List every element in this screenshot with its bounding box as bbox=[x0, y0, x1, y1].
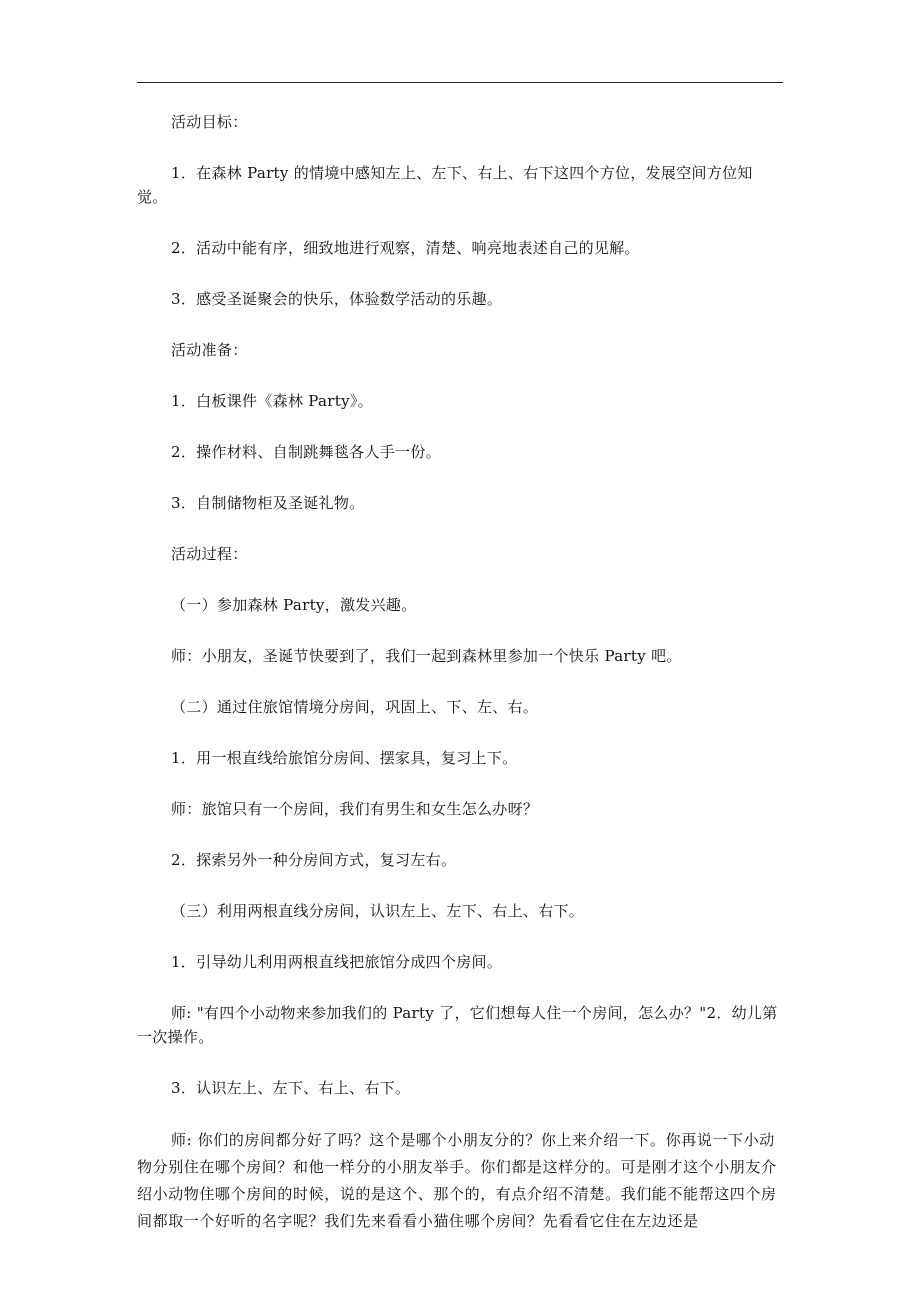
preparation-item-3: 3．自制储物柜及圣诞礼物。 bbox=[171, 494, 365, 512]
teacher-line-3: 师: "有四个小动物来参加我们的 Party 了，它们想每人住一个房间，怎么办？"2．幼儿第一次操作。 bbox=[137, 1004, 778, 1046]
process-section-3: （三）利用两根直线分房间，认识左上、左下、右上、右下。 bbox=[171, 902, 585, 920]
goal-item-2: 2．活动中能有序，细致地进行观察，清楚、响亮地表述自己的见解。 bbox=[171, 239, 640, 257]
goal-item-3: 3．感受圣诞聚会的快乐，体验数学活动的乐趣。 bbox=[171, 290, 503, 308]
heading-activity-process: 活动过程： bbox=[171, 545, 248, 563]
heading-activity-preparation: 活动准备： bbox=[171, 341, 248, 359]
process-step-3-1: 1．引导幼儿利用两根直线把旅馆分成四个房间。 bbox=[171, 953, 503, 971]
preparation-item-1: 1．白板课件《森林 Party》。 bbox=[171, 392, 373, 410]
teacher-line-2: 师：旅馆只有一个房间，我们有男生和女生怎么办呀？ bbox=[171, 800, 539, 818]
teacher-line-4: 师: 你们的房间都分好了吗？这个是哪个小朋友分的？你上来介绍一下。你再说一下小动物分别住在哪个房间？和他一样分的小朋友举手。你们都是这样分的。可是刚才这个小朋友介绍小动物住哪个房间的时候，说的是这个、那个的，有点介绍不清楚。我们能不能帮这四个房间都取一个好听的名字呢？我们先来看看小猫住哪个房间？先看看它住在左边还是 bbox=[137, 1131, 777, 1230]
preparation-item-2: 2．操作材料、自制跳舞毯各人手一份。 bbox=[171, 443, 441, 461]
process-step-3-3: 3．认识左上、左下、右上、右下。 bbox=[171, 1079, 411, 1097]
process-step-2-2: 2．探索另外一种分房间方式，复习左右。 bbox=[171, 851, 457, 869]
header-rule bbox=[137, 82, 783, 83]
heading-activity-goals: 活动目标： bbox=[171, 113, 248, 131]
process-section-2: （二）通过住旅馆情境分房间，巩固上、下、左、右。 bbox=[171, 698, 539, 716]
process-step-2-1: 1．用一根直线给旅馆分房间、摆家具，复习上下。 bbox=[171, 749, 518, 767]
teacher-line-1: 师：小朋友，圣诞节快要到了，我们一起到森林里参加一个快乐 Party 吧。 bbox=[171, 647, 682, 665]
process-section-1: （一）参加森林 Party，激发兴趣。 bbox=[171, 596, 417, 614]
goal-item-1: 1．在森林 Party 的情境中感知左上、左下、右上、右下这四个方位，发展空间方位知觉。 bbox=[137, 164, 753, 206]
document-body bbox=[137, 110, 783, 1262]
